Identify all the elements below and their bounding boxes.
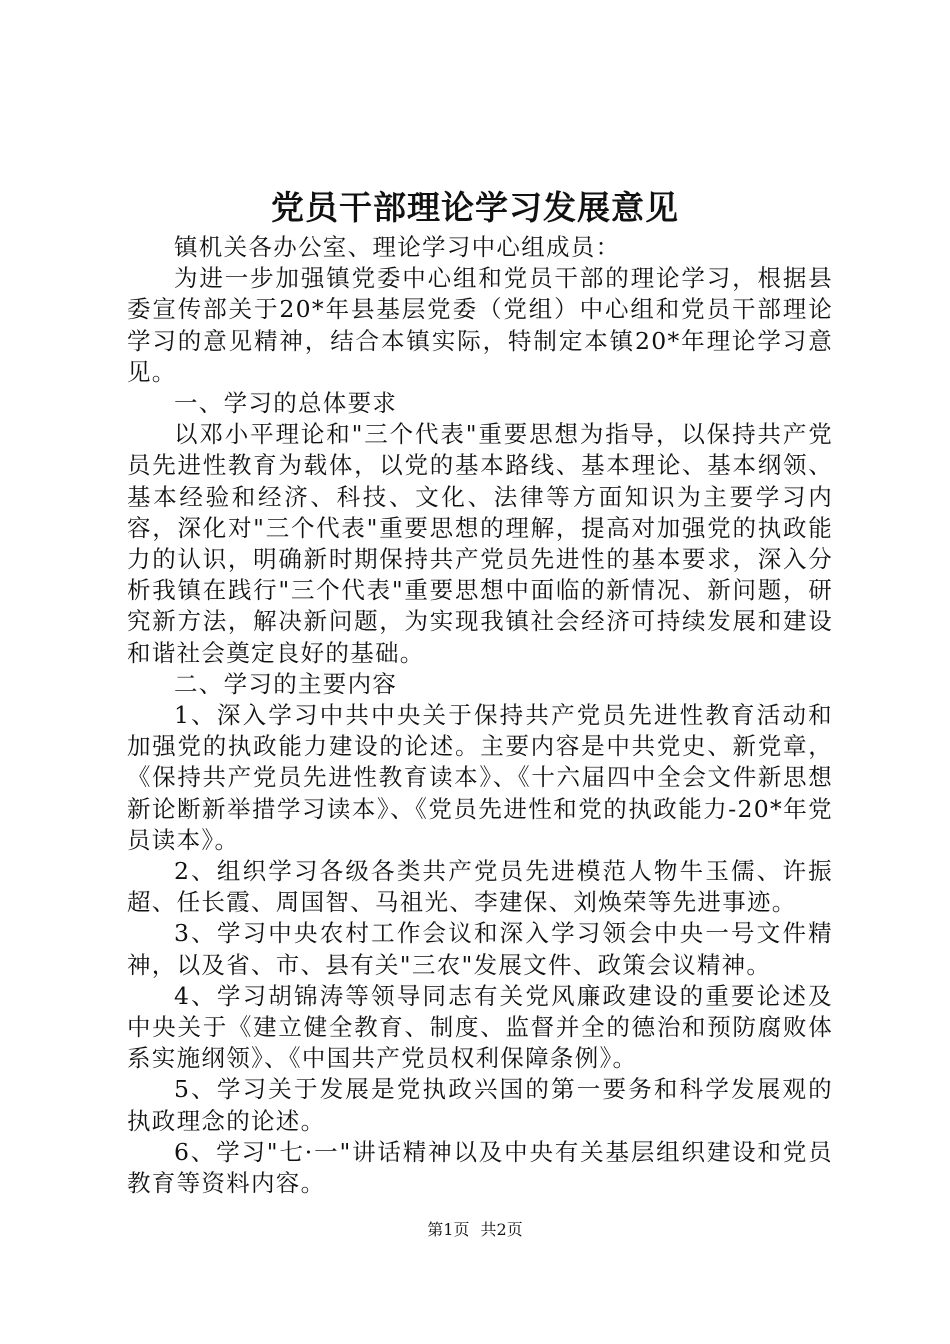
page-number-total: 共2页 (480, 1220, 523, 1239)
page-number-current: 第1页 (427, 1220, 470, 1239)
content-item-4: 4、学习胡锦涛等领导同志有关党风廉政建设的重要论述及中央关于《建立健全教育、制度、监督并全的德治和预防腐败体系实施纲领》、《中国共产党员权利保障条例》。 (127, 981, 833, 1073)
salutation-paragraph: 镇机关各办公室、理论学习中心组成员： (174, 233, 621, 261)
content-item-3: 3、学习中央农村工作会议和深入学习领会中央一号文件精神，以及省、市、县有关"三农"发展文件、政策会议精神。 (127, 919, 833, 979)
general-requirements-paragraph: 以邓小平理论和"三个代表"重要思想为指导，以保持共产党员先进性教育为载体，以党的基本路线、基本理论、基本纲领、基本经验和经济、科技、文化、法律等方面知识为主要学习内容，深化对"三个代表"重要思想的理解，提高对加强党的执政能力的认识，明确新时期保持共产党员先进性的基本要求，深入分析我镇在践行"三个代表"重要思想中面临的新情况、新问题，研究新方法，解决新问题，为实现我镇社会经济可持续发展和建设和谐社会奠定良好的基础。 (127, 420, 833, 667)
content-item-1: 1、深入学习中共中央关于保持共产党员先进性教育活动和加强党的执政能力建设的论述。主要内容是中共党史、新党章，《保持共产党员先进性教育读本》、《十六届四中全会文件新思想新论断新举措学习读本》、《党员先进性和党的执政能力-20*年党员读本》。 (127, 701, 833, 854)
content-item-6: 6、学习"七·一"讲话精神以及中央有关基层组织建设和党员教育等资料内容。 (127, 1137, 833, 1198)
content-item-5: 5、学习关于发展是党执政兴国的第一要务和科学发展观的执政理念的论述。 (127, 1075, 833, 1135)
page-footer (0, 1218, 950, 1242)
document-body (127, 232, 833, 1199)
content-item-2: 2、组织学习各级各类共产党员先进模范人物牛玉儒、许振超、任长霞、周国智、马祖光、李建保、刘焕荣等先进事迹。 (127, 857, 833, 917)
section-heading-general-requirements: 一、学习的总体要求 (174, 389, 398, 418)
intro-paragraph: 为进一步加强镇党委中心组和党员干部的理论学习，根据县委宣传部关于20*年县基层党委（党组）中心组和党员干部理论学习的意见精神，结合本镇实际，特制定本镇20*年理论学习意见。 (127, 264, 833, 386)
section-heading-main-content: 二、学习的主要内容 (174, 669, 398, 698)
document-title: 党员干部理论学习发展意见 (271, 188, 679, 227)
